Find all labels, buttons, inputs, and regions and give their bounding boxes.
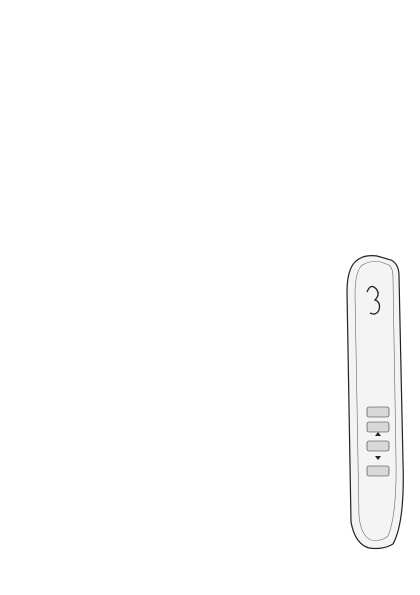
device-button	[367, 466, 389, 476]
device-button	[367, 441, 389, 451]
device-button	[367, 407, 389, 417]
text-column	[18, 21, 402, 31]
device-illustration	[333, 252, 413, 552]
device-button	[367, 422, 389, 432]
